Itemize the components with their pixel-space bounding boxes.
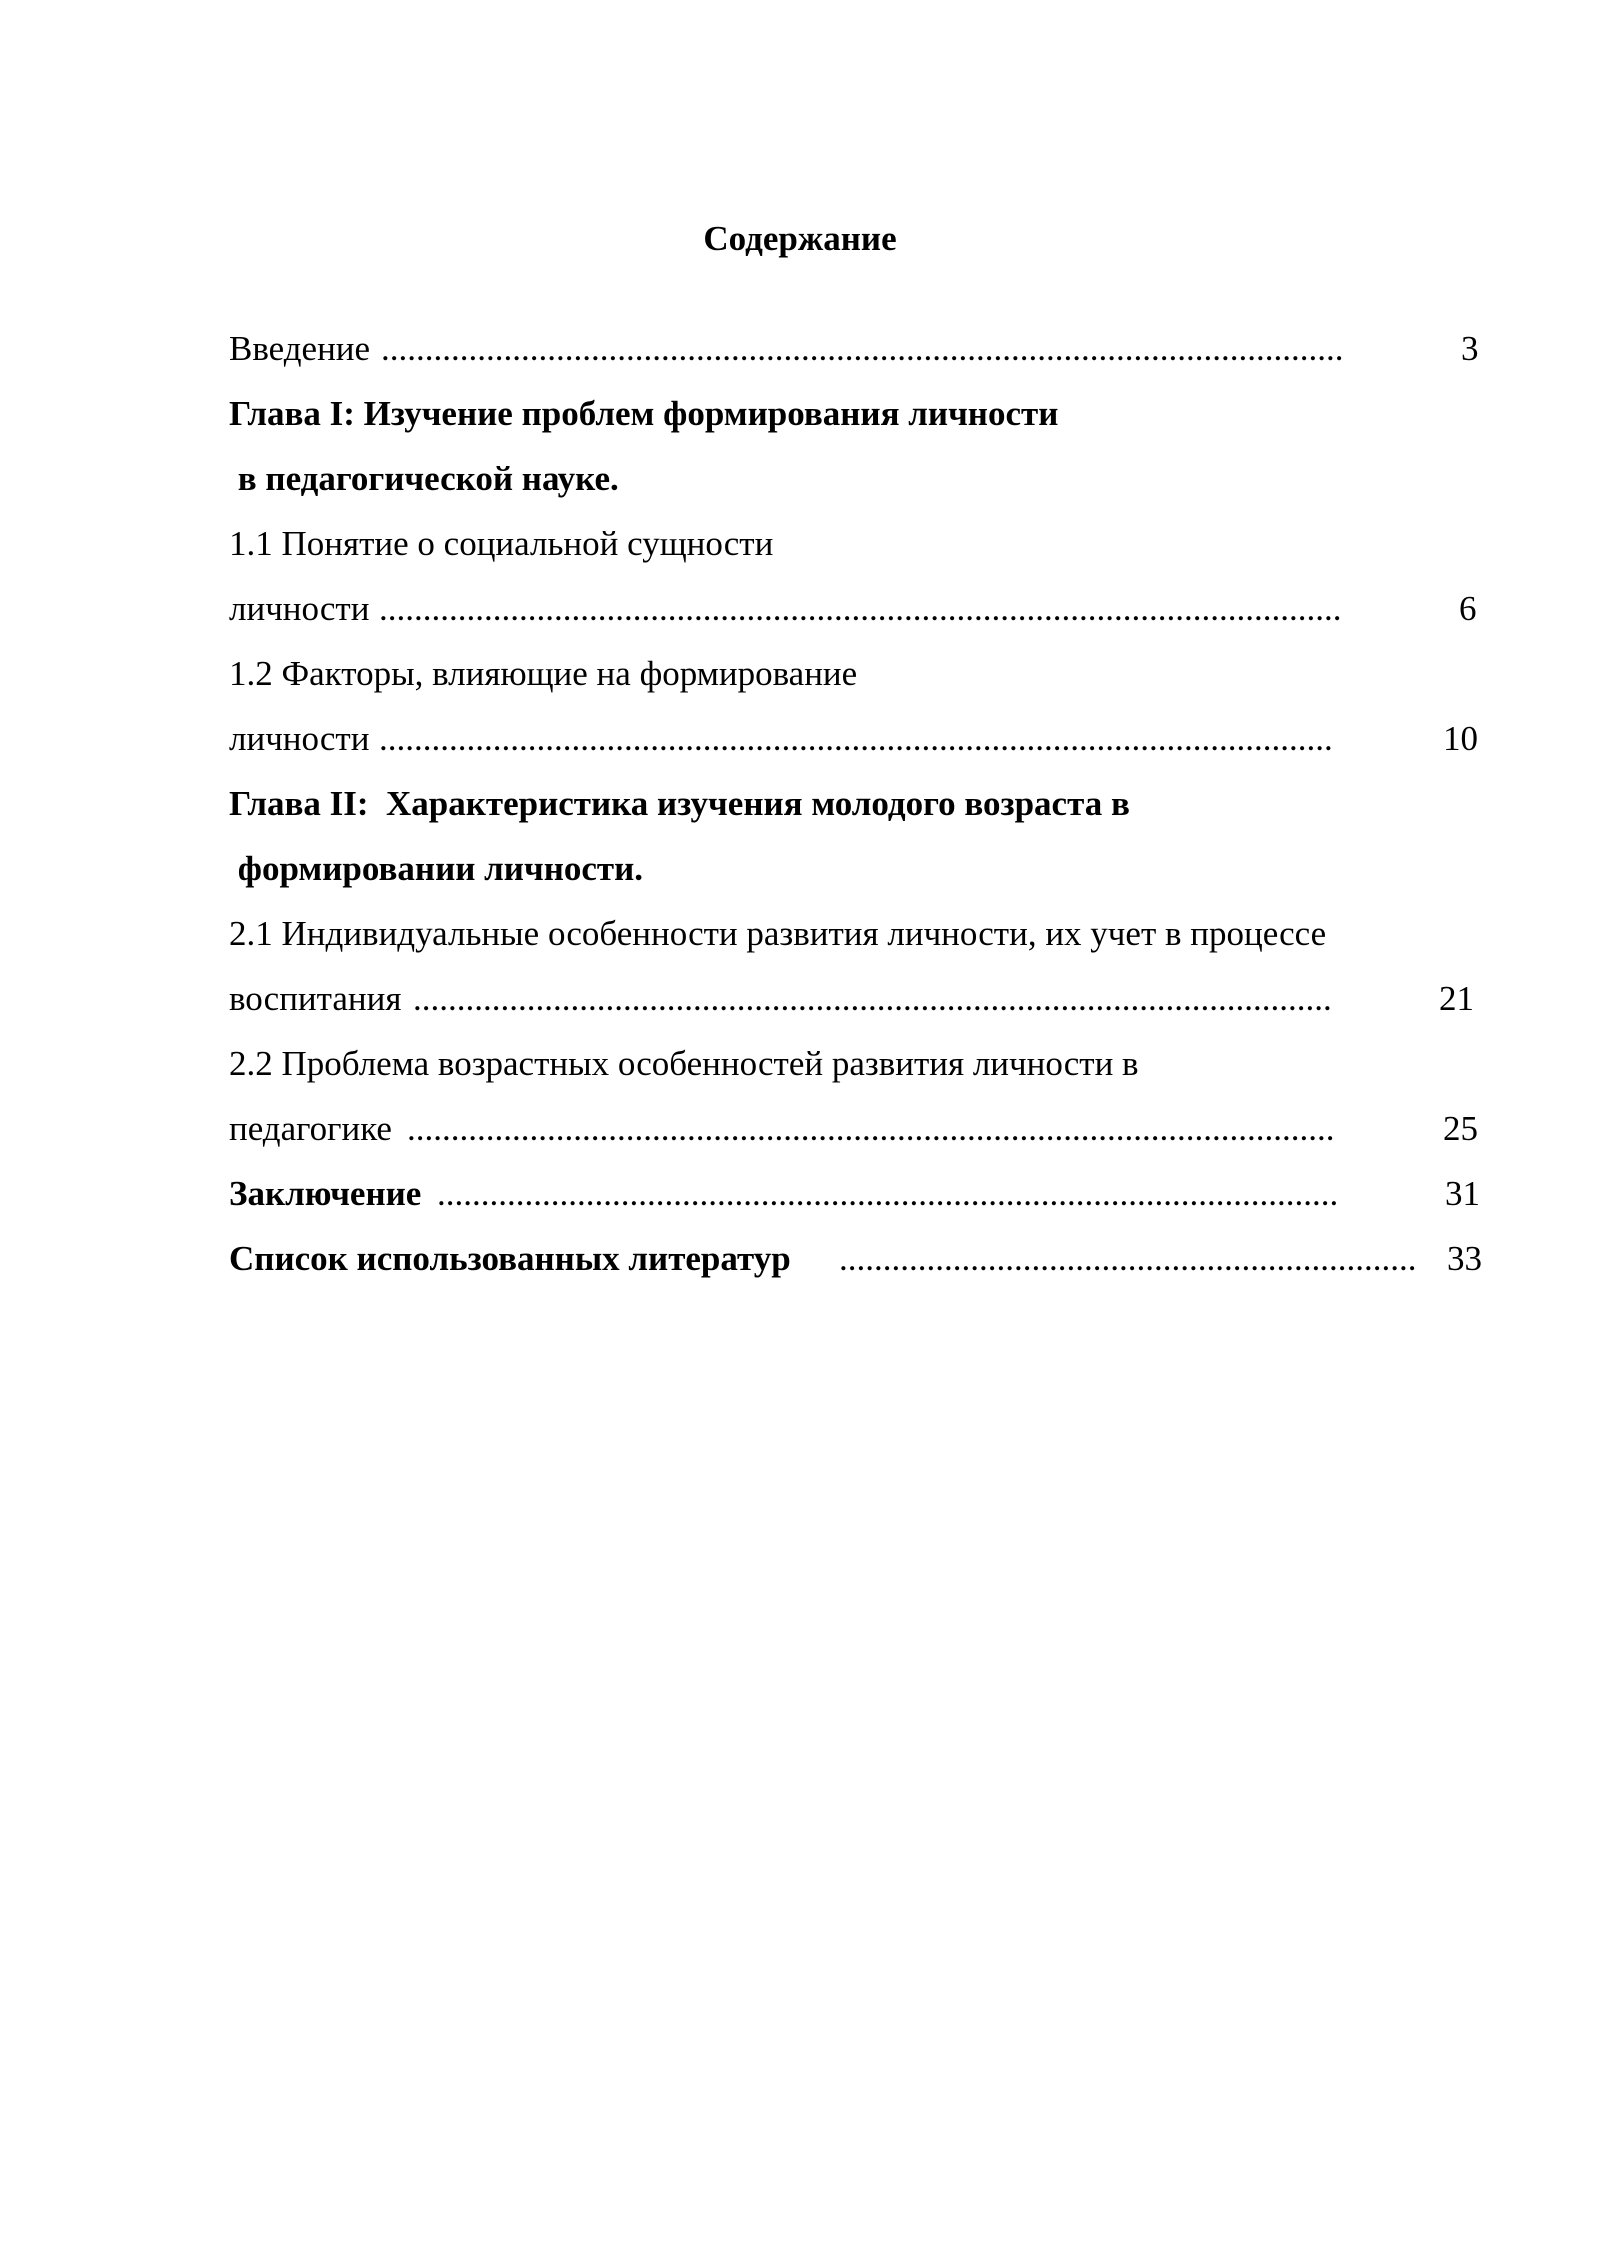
toc-leader-dots: ....................................................................................................... bbox=[437, 1174, 1339, 1213]
toc-line bbox=[229, 1104, 1489, 1169]
toc-line bbox=[229, 454, 1489, 519]
toc-leader-dots: .............................................................................................................. bbox=[379, 589, 1342, 628]
toc-page-number: 31 bbox=[1445, 1174, 1480, 1213]
toc-title: Содержание bbox=[703, 219, 897, 258]
toc-entry-text: воспитания bbox=[229, 979, 402, 1018]
toc-line bbox=[229, 714, 1489, 779]
toc-leader-dots: .................................................................. bbox=[839, 1239, 1417, 1278]
toc-line bbox=[229, 324, 1489, 389]
toc-entry-text: Глава I: Изучение проблем формирования личности bbox=[229, 394, 1059, 433]
toc-leader-dots: .......................................................................................................... bbox=[407, 1109, 1335, 1148]
toc-entry-text: формировании личности. bbox=[229, 849, 644, 888]
toc-leader-dots: ......................................................................................................... bbox=[413, 979, 1332, 1018]
table-of-contents bbox=[229, 324, 1489, 1299]
toc-line bbox=[229, 844, 1489, 909]
toc-line bbox=[229, 519, 1489, 584]
toc-page-number: 33 bbox=[1447, 1239, 1482, 1278]
toc-page-number: 25 bbox=[1443, 1109, 1478, 1148]
toc-line bbox=[229, 974, 1489, 1039]
toc-line bbox=[229, 649, 1489, 714]
toc-entry-text: 2.2 Проблема возрастных особенностей развития личности в bbox=[229, 1044, 1139, 1083]
toc-line bbox=[229, 389, 1489, 454]
toc-entry-text: педагогике bbox=[229, 1109, 392, 1148]
toc-entry-text: Глава II: Характеристика изучения молодого возраста в bbox=[229, 784, 1130, 823]
toc-line bbox=[229, 1169, 1489, 1234]
toc-entry-text: Заключение bbox=[229, 1174, 422, 1213]
toc-leader-dots: .............................................................................................................. bbox=[381, 329, 1344, 368]
toc-entry-text: Список использованных литератур bbox=[229, 1239, 791, 1278]
toc-page-number: 21 bbox=[1439, 979, 1474, 1018]
toc-page-number: 3 bbox=[1461, 329, 1479, 368]
toc-entry-text: личности bbox=[229, 589, 370, 628]
toc-entry-text: Введение bbox=[229, 329, 371, 368]
toc-page-number: 6 bbox=[1459, 589, 1477, 628]
toc-entry-text: 2.1 Индивидуальные особенности развития личности, их учет в процессе bbox=[229, 914, 1327, 953]
toc-line bbox=[229, 1039, 1489, 1104]
toc-entry-text: личности bbox=[229, 719, 370, 758]
toc-entry-text: 1.2 Факторы, влияющие на формирование bbox=[229, 654, 858, 693]
toc-leader-dots: ............................................................................................................. bbox=[379, 719, 1333, 758]
toc-line bbox=[229, 779, 1489, 844]
toc-line bbox=[229, 1234, 1489, 1299]
toc-entry-text: в педагогической науке. bbox=[229, 459, 619, 498]
toc-entry-text: 1.1 Понятие о социальной сущности bbox=[229, 524, 774, 563]
toc-page-number: 10 bbox=[1443, 719, 1478, 758]
toc-line bbox=[229, 584, 1489, 649]
toc-line bbox=[229, 909, 1489, 974]
